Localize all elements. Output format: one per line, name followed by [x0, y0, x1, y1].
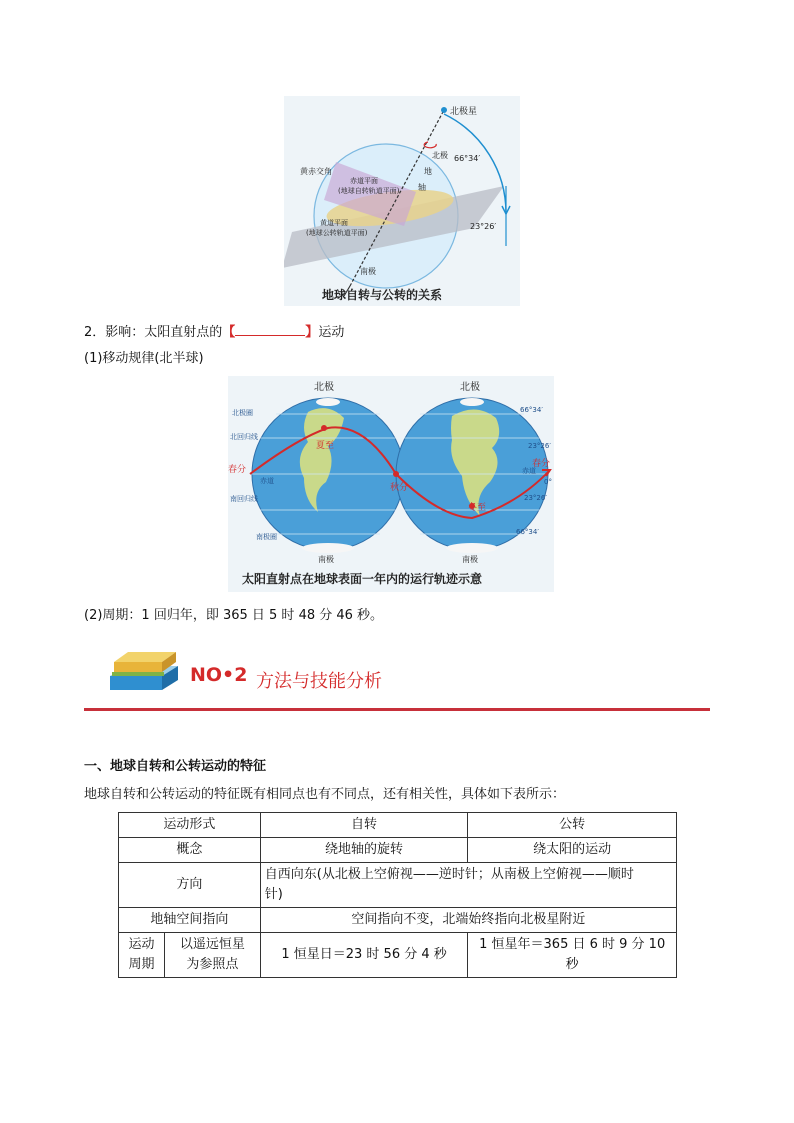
table-cell: 1 恒星年＝365 日 6 时 9 分 10 秒	[468, 933, 677, 978]
label-deg-6634-s: 66°34′	[516, 528, 539, 536]
section-one-heading: 一、地球自转和公转运动的特征	[84, 759, 267, 774]
label-summer: 夏至	[316, 441, 335, 451]
label-arctic: 北极圈	[232, 409, 253, 417]
label-autumn: 秋分	[390, 483, 409, 493]
table-row	[119, 863, 677, 908]
label-equator-plane-1: 赤道平面	[350, 177, 378, 185]
label-south-pole-right: 南极	[462, 555, 478, 564]
label-ecliptic-plane-2: (地球公转轨道平面)	[306, 229, 368, 237]
figure2-caption: 太阳直射点在地球表面一年内的运行轨迹示意	[242, 572, 483, 586]
label-obliquity: 黄赤交角	[300, 167, 332, 176]
period-label-2: 周期	[128, 957, 155, 972]
bracket-open: 【	[222, 325, 236, 340]
section-one-intro: 地球自转和公转运动的特征既有相同点也有不同点，还有相关性，具体如下表所示：	[84, 787, 566, 802]
table-cell: 方向	[119, 863, 261, 908]
label-north-pole: 北极	[432, 151, 448, 160]
earth-relation-diagram	[284, 96, 520, 306]
label-equator-plane-2: (地球自转轨道平面)	[338, 187, 400, 195]
label-equator-right: 赤道	[522, 467, 536, 475]
section2-sub2: (2)周期：1 回归年，即 365 日 5 时 48 分 46 秒。	[84, 608, 384, 623]
section2-title	[84, 323, 344, 342]
table-cell: 绕地轴的旋转	[260, 838, 468, 863]
label-antarctic: 南极圈	[256, 533, 277, 541]
section2-title-prefix: 2．影响：太阳直射点的	[84, 325, 223, 340]
table-cell: 绕太阳的运动	[468, 838, 677, 863]
section-banner	[102, 642, 710, 702]
banner-code: NO•2	[190, 664, 248, 686]
table-header-cell: 公转	[468, 813, 677, 838]
comparison-table	[118, 812, 677, 978]
label-south-pole: 南极	[360, 267, 376, 276]
table-cell: 1 恒星日＝23 时 56 分 4 秒	[260, 933, 468, 978]
label-deg-6634-n: 66°34′	[520, 406, 543, 414]
label-winter: 冬至	[468, 503, 487, 513]
label-deg-2326-s: 23°26′	[524, 494, 547, 502]
section2-sub1: (1)移动规律(北半球)	[84, 351, 204, 366]
table-cell	[164, 933, 260, 978]
table-row	[119, 908, 677, 933]
table-cell	[260, 863, 676, 908]
label-spring-right: 春分	[532, 459, 551, 469]
books-icon	[104, 646, 184, 698]
table-cell: 概念	[119, 838, 261, 863]
figure-subsolar-point-track	[228, 376, 554, 592]
section2-title-suffix: 运动	[318, 325, 345, 340]
table-header-cell: 运动形式	[119, 813, 261, 838]
table-row	[119, 813, 677, 838]
table-cell: 地轴空间指向	[119, 908, 261, 933]
label-south-pole-left: 南极	[318, 555, 334, 564]
label-angle-b: 23°26′	[470, 222, 497, 231]
label-equator-left: 赤道	[260, 477, 274, 485]
label-axis-1: 地	[424, 167, 432, 176]
period-ref-1: 以遥远恒星	[179, 937, 245, 952]
table-row	[119, 838, 677, 863]
label-deg-2326-n: 23°26′	[528, 442, 551, 450]
answer-blank[interactable]	[235, 323, 305, 336]
figure-earth-rotation-revolution	[284, 96, 520, 306]
figure1-caption: 地球自转与公转的关系	[322, 288, 443, 302]
banner-rule	[84, 708, 710, 711]
label-north-star: 北极星	[450, 107, 478, 117]
banner-title: 方法与技能分析	[256, 671, 382, 692]
bracket-close: 】	[305, 325, 319, 340]
direction-line-2: 针)	[264, 887, 283, 902]
label-north-pole-right: 北极	[460, 382, 480, 393]
table-cell: 空间指向不变，北端始终指向北极星附近	[260, 908, 676, 933]
period-ref-2: 为参照点	[186, 957, 239, 972]
label-axis-2: 轴	[418, 183, 426, 192]
label-tropic-capricorn: 南回归线	[230, 495, 258, 503]
label-angle-a: 66°34′	[454, 154, 481, 163]
label-spring-left: 春分	[228, 465, 247, 475]
label-tropic-cancer: 北回归线	[230, 433, 258, 441]
direction-line-1: 自西向东(从北极上空俯视——逆时针；从南极上空俯视——顺时	[264, 867, 634, 882]
label-ecliptic-plane-1: 黄道平面	[320, 219, 348, 227]
table-cell	[119, 933, 165, 978]
period-label-1: 运动	[128, 937, 155, 952]
table-header-cell: 自转	[260, 813, 468, 838]
table-row	[119, 933, 677, 978]
label-north-pole-left: 北极	[314, 382, 334, 393]
label-deg-0: 0°	[544, 478, 552, 486]
